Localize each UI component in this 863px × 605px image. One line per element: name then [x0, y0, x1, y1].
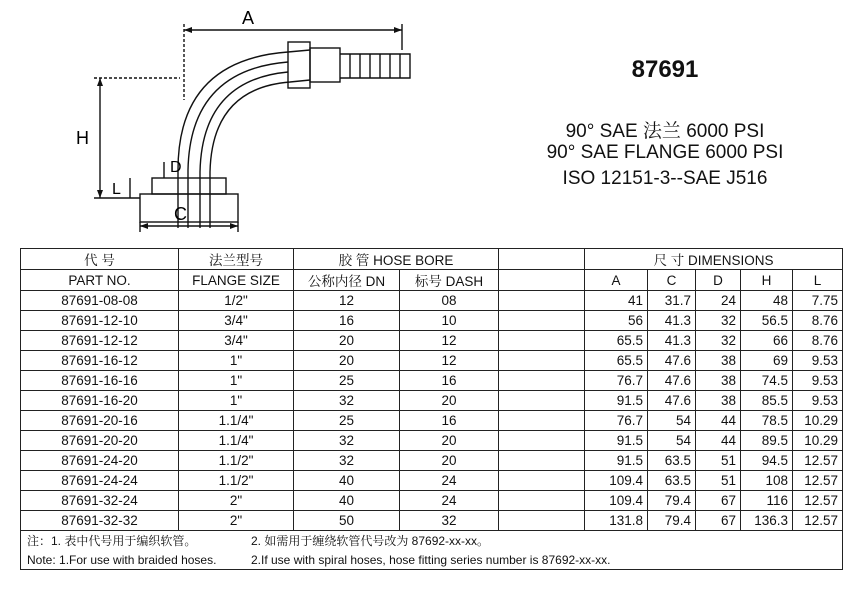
- cell-h: 56.5: [741, 311, 793, 331]
- cell-c: 31.7: [648, 291, 696, 311]
- table-row: [21, 511, 843, 531]
- cell-h: 66: [741, 331, 793, 351]
- cell-flange-size: 1.1/2": [179, 451, 294, 471]
- cell-dn: 40: [294, 471, 400, 491]
- cell-d: 67: [696, 511, 741, 531]
- header-blank: [499, 249, 585, 270]
- cell-part-no: 87691-32-32: [21, 511, 179, 531]
- header-flange-cn: 法兰型号: [179, 249, 294, 270]
- cell-dash: 12: [400, 331, 499, 351]
- dim-d-label: D: [170, 159, 182, 176]
- cell-part-no: 87691-16-16: [21, 371, 179, 391]
- spec-line-standard: ISO 12151-3--SAE J516: [562, 168, 768, 189]
- cell-h: 89.5: [741, 431, 793, 451]
- cell-blank: [499, 331, 585, 351]
- cell-c: 79.4: [648, 511, 696, 531]
- table-row: [21, 451, 843, 471]
- cell-dash: 32: [400, 511, 499, 531]
- cell-blank: [499, 491, 585, 511]
- cell-dash: 20: [400, 451, 499, 471]
- cell-l: 9.53: [793, 351, 843, 371]
- table-row: [21, 351, 843, 371]
- cell-l: 8.76: [793, 311, 843, 331]
- cell-part-no: 87691-16-20: [21, 391, 179, 411]
- cell-a: 41: [585, 291, 648, 311]
- cell-l: 9.53: [793, 371, 843, 391]
- table-row: [21, 311, 843, 331]
- cell-flange-size: 1/2": [179, 291, 294, 311]
- dim-c-label: C: [174, 204, 187, 224]
- table-row: [21, 291, 843, 311]
- spec-line-en: 90° SAE FLANGE 6000 PSI: [546, 142, 784, 163]
- cell-blank: [499, 511, 585, 531]
- cell-c: 63.5: [648, 471, 696, 491]
- cell-h: 136.3: [741, 511, 793, 531]
- cell-part-no: 87691-16-12: [21, 351, 179, 371]
- cell-flange-size: 1": [179, 351, 294, 371]
- cell-h: 94.5: [741, 451, 793, 471]
- dim-h-label: H: [76, 128, 89, 148]
- cell-l: 10.29: [793, 431, 843, 451]
- cell-c: 41.3: [648, 311, 696, 331]
- cell-dn: 25: [294, 371, 400, 391]
- header-a: A: [585, 270, 648, 291]
- header-dimensions: 尺 寸 DIMENSIONS: [585, 249, 843, 270]
- cell-d: 44: [696, 411, 741, 431]
- cell-c: 47.6: [648, 351, 696, 371]
- cell-d: 44: [696, 431, 741, 451]
- cell-a: 131.8: [585, 511, 648, 531]
- cell-dash: 16: [400, 411, 499, 431]
- header-d: D: [696, 270, 741, 291]
- cell-blank: [499, 471, 585, 491]
- cell-a: 65.5: [585, 331, 648, 351]
- cell-dn: 20: [294, 351, 400, 371]
- fitting-drawing: [60, 0, 420, 240]
- cell-h: 116: [741, 491, 793, 511]
- cell-d: 38: [696, 371, 741, 391]
- cell-c: 63.5: [648, 451, 696, 471]
- cell-blank: [499, 431, 585, 451]
- cell-h: 78.5: [741, 411, 793, 431]
- cell-l: 9.53: [793, 391, 843, 411]
- cell-dash: 20: [400, 431, 499, 451]
- table-row: [21, 331, 843, 351]
- cell-a: 91.5: [585, 451, 648, 471]
- cell-part-no: 87691-20-20: [21, 431, 179, 451]
- cell-dn: 50: [294, 511, 400, 531]
- cell-flange-size: 1": [179, 371, 294, 391]
- cell-l: 8.76: [793, 331, 843, 351]
- cell-flange-size: 1": [179, 391, 294, 411]
- cell-part-no: 87691-08-08: [21, 291, 179, 311]
- cell-part-no: 87691-12-10: [21, 311, 179, 331]
- cell-a: 76.7: [585, 371, 648, 391]
- cell-l: 12.57: [793, 491, 843, 511]
- cell-d: 38: [696, 351, 741, 371]
- header-empty: [499, 270, 585, 291]
- dim-a-label: A: [242, 8, 255, 28]
- cell-blank: [499, 371, 585, 391]
- table-row: [21, 471, 843, 491]
- table-row: [21, 411, 843, 431]
- cell-dn: 32: [294, 431, 400, 451]
- header-dash: 标号 DASH: [400, 270, 499, 291]
- header-c: C: [648, 270, 696, 291]
- cell-dn: 20: [294, 331, 400, 351]
- cell-flange-size: 1.1/2": [179, 471, 294, 491]
- cell-c: 47.6: [648, 371, 696, 391]
- cell-d: 32: [696, 311, 741, 331]
- cell-d: 51: [696, 451, 741, 471]
- cell-a: 91.5: [585, 431, 648, 451]
- cell-part-no: 87691-20-16: [21, 411, 179, 431]
- cell-c: 79.4: [648, 491, 696, 511]
- dim-l-label: L: [112, 181, 121, 198]
- cell-d: 32: [696, 331, 741, 351]
- cell-h: 74.5: [741, 371, 793, 391]
- cell-l: 12.57: [793, 471, 843, 491]
- cell-a: 65.5: [585, 351, 648, 371]
- header-flange-size: FLANGE SIZE: [179, 270, 294, 291]
- cell-dn: 40: [294, 491, 400, 511]
- cell-dn: 12: [294, 291, 400, 311]
- cell-flange-size: 2": [179, 491, 294, 511]
- cell-d: 67: [696, 491, 741, 511]
- cell-h: 85.5: [741, 391, 793, 411]
- cell-flange-size: 1.1/4": [179, 411, 294, 431]
- header-h: H: [741, 270, 793, 291]
- dimensions-table: [20, 248, 843, 570]
- table-row: [21, 431, 843, 451]
- cell-blank: [499, 351, 585, 371]
- cell-c: 54: [648, 411, 696, 431]
- cell-blank: [499, 451, 585, 471]
- cell-part-no: 87691-24-24: [21, 471, 179, 491]
- note-cn-2: 2. 如需用于缠绕软管代号改为 87692-xx-xx。: [251, 534, 490, 548]
- product-title: 87691: [631, 56, 699, 83]
- header-part-no: PART NO.: [21, 270, 179, 291]
- cell-dash: 20: [400, 391, 499, 411]
- table-row: [21, 491, 843, 511]
- cell-dn: 16: [294, 311, 400, 331]
- cell-dash: 08: [400, 291, 499, 311]
- cell-blank: [499, 291, 585, 311]
- cell-l: 10.29: [793, 411, 843, 431]
- notes-en-row: [21, 550, 843, 570]
- header-dn: 公称内径 DN: [294, 270, 400, 291]
- cell-flange-size: 3/4": [179, 331, 294, 351]
- header-part-cn: 代 号: [21, 249, 179, 270]
- cell-d: 38: [696, 391, 741, 411]
- cell-flange-size: 3/4": [179, 311, 294, 331]
- cell-l: 12.57: [793, 511, 843, 531]
- cell-a: 56: [585, 311, 648, 331]
- cell-a: 109.4: [585, 471, 648, 491]
- cell-dn: 32: [294, 451, 400, 471]
- note-en-2: 2.If use with spiral hoses, hose fitting series number is 87692-xx-xx.: [251, 552, 611, 567]
- cell-d: 24: [696, 291, 741, 311]
- cell-dash: 24: [400, 471, 499, 491]
- cell-dash: 10: [400, 311, 499, 331]
- cell-dash: 24: [400, 491, 499, 511]
- cell-blank: [499, 391, 585, 411]
- cell-d: 51: [696, 471, 741, 491]
- cell-flange-size: 2": [179, 511, 294, 531]
- cell-dn: 32: [294, 391, 400, 411]
- header-l: L: [793, 270, 843, 291]
- cell-c: 54: [648, 431, 696, 451]
- cell-dn: 25: [294, 411, 400, 431]
- cell-h: 69: [741, 351, 793, 371]
- cell-l: 7.75: [793, 291, 843, 311]
- cell-h: 108: [741, 471, 793, 491]
- header-row-en: [21, 270, 843, 291]
- cell-h: 48: [741, 291, 793, 311]
- note-cn-1: 注：1. 表中代号用于编织软管。: [27, 534, 197, 548]
- header-hose-bore: 胶 管 HOSE BORE: [294, 249, 499, 270]
- note-en-1: Note: 1.For use with braided hoses.: [27, 552, 217, 567]
- table-row: [21, 371, 843, 391]
- cell-dash: 12: [400, 351, 499, 371]
- cell-a: 91.5: [585, 391, 648, 411]
- cell-blank: [499, 411, 585, 431]
- cell-c: 47.6: [648, 391, 696, 411]
- table-row: [21, 391, 843, 411]
- cell-a: 76.7: [585, 411, 648, 431]
- cell-l: 12.57: [793, 451, 843, 471]
- cell-blank: [499, 311, 585, 331]
- header-row-cn: [21, 249, 843, 270]
- cell-a: 109.4: [585, 491, 648, 511]
- cell-part-no: 87691-32-24: [21, 491, 179, 511]
- spec-line-cn: 90° SAE 法兰 6000 PSI: [565, 121, 765, 142]
- cell-dash: 16: [400, 371, 499, 391]
- cell-part-no: 87691-24-20: [21, 451, 179, 471]
- notes-cn-row: [21, 531, 843, 551]
- cell-part-no: 87691-12-12: [21, 331, 179, 351]
- cell-c: 41.3: [648, 331, 696, 351]
- cell-flange-size: 1.1/4": [179, 431, 294, 451]
